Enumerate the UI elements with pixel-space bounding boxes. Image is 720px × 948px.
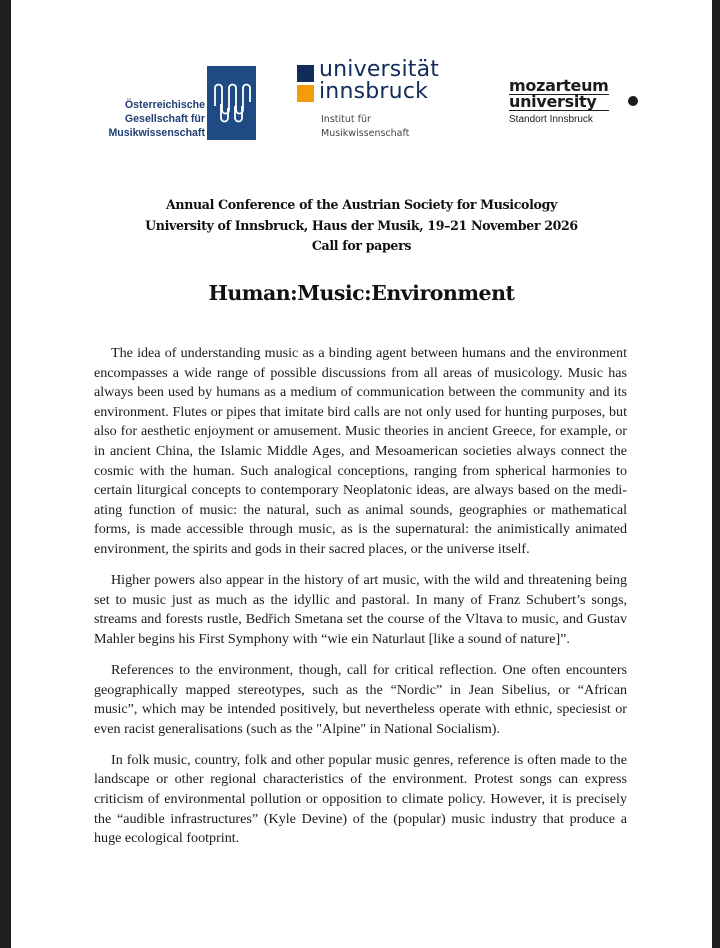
mozarteum-name (509, 76, 609, 111)
uibk-institute-line-1: Institut für (321, 114, 371, 125)
oegmw-line-2: Gesellschaft für (124, 113, 205, 125)
oegmw-line-1: Österreichische (124, 99, 205, 111)
oegmw-line-3: Musikwissenschaft (108, 127, 205, 139)
uibk-institute-line-2: Musikwissenschaft (321, 127, 410, 139)
body-text (94, 344, 627, 860)
mozarteum-dot-icon (628, 96, 638, 106)
uibk-navy-square (297, 65, 314, 82)
paragraph: In folk music, country, folk and other popular music genres, reference is often made to the landscape or other regional characteristics of the environment. Protest songs can express criticism of environmental pollution or opposition to climate policy. However, it is precisely the “audible infrastructures” (Kyle Devine) of the (popular) music industry that produce a huge ecological footprint. (94, 751, 627, 847)
paragraph: Higher powers also appear in the history of art music, with the wild and threatening being set to music just as much as the idyllic and pastoral. In many of Franz Schubert’s songs, streams and forests rustle, Bedřich Smetana set the course of the Vltava to music, and Gustav Mahler begins his First Symphony with “wie ein Naturlaut [like a sound of nature]”. (94, 572, 627, 647)
paragraph: The idea of understanding music as a binding agent between humans and the environment encompasses a wide range of possible discussions from all areas of musicology. Music has always been used by humans as a medium of communication between the community and its environment. Flutes or pipes that imitate bird calls are not only used for hunting purposes, but also for aesthetic enjoyment or amusement. Music theories in ancient Greece, for example, or in ancient China, the Islamic Middle Ages, and Mesoamerican societies always connect the cosmic with the human. Such analogical conceptions, ranging from spherical harmonies to certain liturgical concepts to contemporary Neoplatonic ideas, are always based on the mediating function of music: the natural, such as animal sounds, geographies or mathematical forms, is made accessible through music, as is the supernatural: the animistically animated environment, the spirits and gods in their sacred places, or the universe itself. (94, 345, 627, 557)
oegmw-name (106, 98, 205, 140)
mozarteum-name-line-2: university (509, 95, 609, 111)
uibk-name (319, 59, 439, 103)
conference-name: Annual Conference of the Austrian Society for Musicology (165, 197, 558, 212)
uibk-name-line-2: innsbruck (319, 79, 429, 104)
uibk-orange-square (297, 85, 314, 102)
call-for-papers-label: Call for papers (311, 238, 412, 253)
uibk-name-line-1: universität (319, 57, 440, 82)
uibk-institute (321, 113, 409, 140)
mozarteum-subtitle: Standort Innsbruck (509, 114, 593, 125)
conference-header (11, 195, 712, 257)
page-title: Human:Music:Environment (208, 281, 515, 305)
paragraph: References to the environment, though, call for critical reflection. One often encounters geographically mapped stereotypes, such as the “Nordic” in Jean Sibelius, or “African music”, which may be intended positively, but nevertheless operate with ethnic, speciesist or even racist generalisations (such as the "Alpine" in National Socialism). (94, 661, 627, 737)
conference-venue-date: University of Innsbruck, Haus der Musik, 19–21 November 2026 (145, 217, 578, 233)
logo-mozarteum (509, 76, 609, 126)
document-page (11, 0, 712, 948)
mozarteum-name-line-1: mozarteum (509, 76, 609, 95)
mw-wave-icon (207, 66, 256, 140)
